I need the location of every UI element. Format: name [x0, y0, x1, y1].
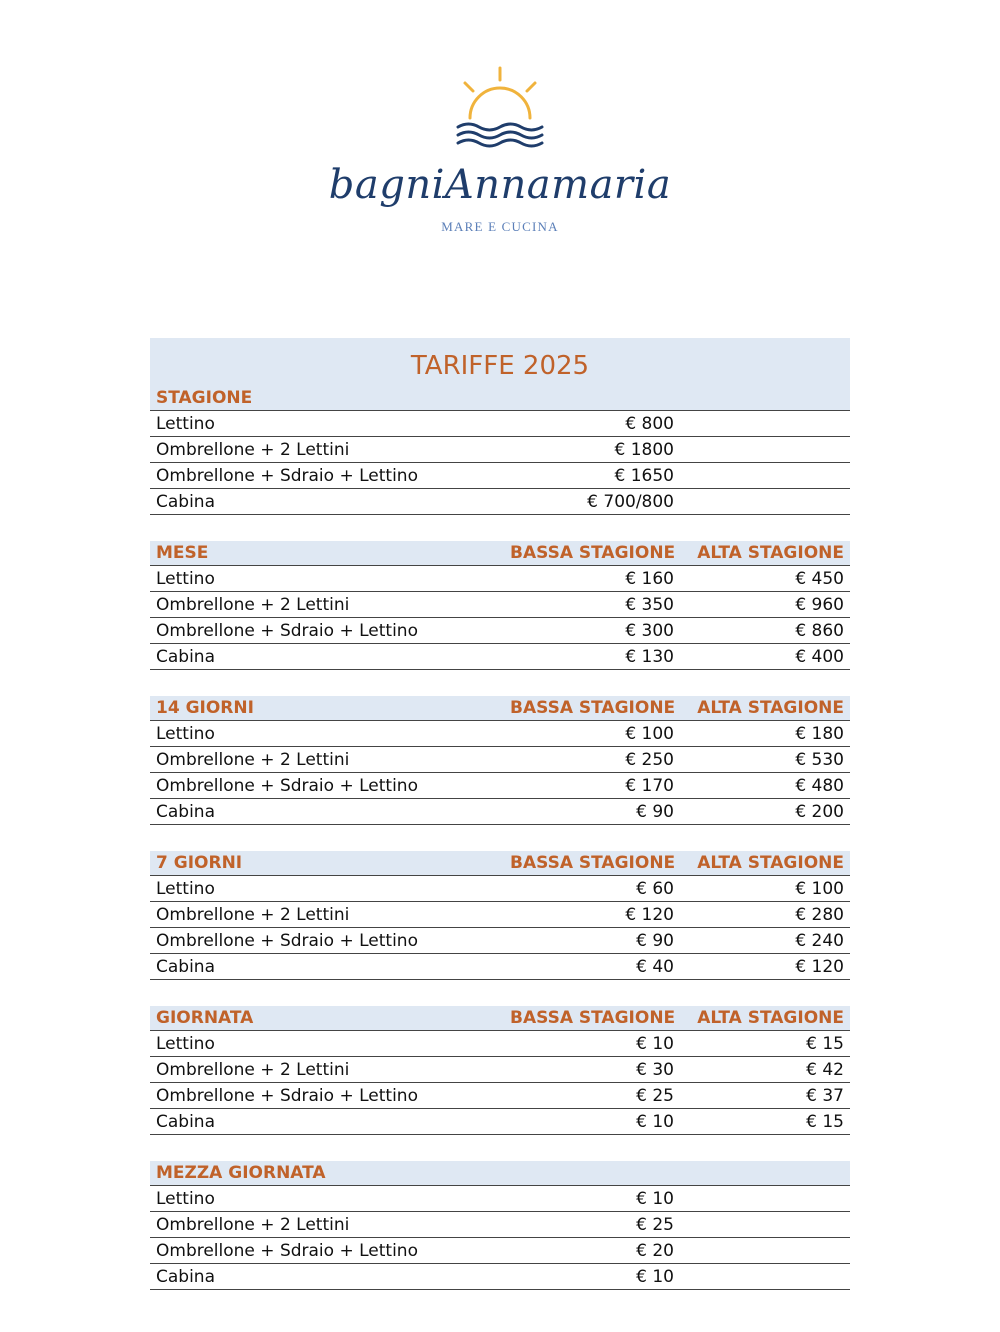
price-low: € 120: [625, 904, 674, 925]
price-row: [150, 411, 850, 437]
price-low: € 10: [636, 1188, 674, 1209]
price-high: € 400: [795, 646, 844, 667]
price-low: € 700/800: [587, 491, 674, 512]
price-row: [150, 876, 850, 902]
alta-stagione-header: ALTA STAGIONE: [697, 853, 844, 873]
item-label: Cabina: [156, 1111, 215, 1132]
price-section: [150, 386, 850, 515]
item-label: Ombrellone + 2 Lettini: [156, 1059, 350, 1080]
price-high: € 860: [795, 620, 844, 641]
price-low: € 350: [625, 594, 674, 615]
price-low: € 30: [636, 1059, 674, 1080]
item-label: Lettino: [156, 1188, 215, 1209]
alta-stagione-header: ALTA STAGIONE: [697, 543, 844, 563]
price-high: € 450: [795, 568, 844, 589]
section-header: [150, 541, 850, 566]
price-low: € 40: [636, 956, 674, 977]
brand-tagline: MARE E CUCINA: [441, 219, 559, 234]
brand-name: bagniAnnamaria: [328, 162, 672, 208]
bassa-stagione-header: BASSA STAGIONE: [510, 543, 676, 563]
price-row: [150, 489, 850, 515]
price-section: [150, 1161, 850, 1290]
price-row: [150, 566, 850, 592]
price-row: [150, 721, 850, 747]
section-header: [150, 1006, 850, 1031]
price-high: € 42: [806, 1059, 844, 1080]
price-low: € 130: [625, 646, 674, 667]
price-high: € 180: [795, 723, 844, 744]
price-row: [150, 902, 850, 928]
price-low: € 10: [636, 1111, 674, 1132]
price-high: € 15: [806, 1111, 844, 1132]
item-label: Ombrellone + 2 Lettini: [156, 749, 350, 770]
alta-stagione-header: ALTA STAGIONE: [697, 1008, 844, 1028]
price-low: € 160: [625, 568, 674, 589]
price-row: [150, 463, 850, 489]
section-name: MEZZA GIORNATA: [156, 1163, 326, 1183]
item-label: Cabina: [156, 646, 215, 667]
price-low: € 10: [636, 1266, 674, 1287]
item-label: Ombrellone + Sdraio + Lettino: [156, 1240, 418, 1261]
price-low: € 250: [625, 749, 674, 770]
price-row: [150, 592, 850, 618]
price-low: € 1800: [614, 439, 674, 460]
bassa-stagione-header: BASSA STAGIONE: [510, 698, 676, 718]
price-row: [150, 1031, 850, 1057]
price-high: € 240: [795, 930, 844, 951]
price-high: € 200: [795, 801, 844, 822]
price-low: € 25: [636, 1214, 674, 1235]
section-header: [150, 851, 850, 876]
price-high: € 960: [795, 594, 844, 615]
bassa-stagione-header: BASSA STAGIONE: [510, 853, 676, 873]
item-label: Lettino: [156, 568, 215, 589]
item-label: Lettino: [156, 1033, 215, 1054]
item-label: Ombrellone + Sdraio + Lettino: [156, 1085, 418, 1106]
price-high: € 37: [806, 1085, 844, 1106]
price-low: € 800: [625, 413, 674, 434]
section-header: [150, 696, 850, 721]
item-label: Ombrellone + Sdraio + Lettino: [156, 930, 418, 951]
section-header: [150, 1161, 850, 1186]
price-low: € 300: [625, 620, 674, 641]
page-title: TARIFFE 2025: [150, 338, 850, 386]
item-label: Lettino: [156, 413, 215, 434]
item-label: Ombrellone + 2 Lettini: [156, 1214, 350, 1235]
price-row: [150, 618, 850, 644]
price-section: [150, 851, 850, 980]
price-sections: [150, 386, 850, 1290]
section-name: MESE: [156, 543, 209, 563]
item-label: Ombrellone + Sdraio + Lettino: [156, 620, 418, 641]
price-section: [150, 696, 850, 825]
price-high: € 480: [795, 775, 844, 796]
section-name: GIORNATA: [156, 1008, 254, 1028]
item-label: Cabina: [156, 1266, 215, 1287]
price-row: [150, 1186, 850, 1212]
item-label: Ombrellone + Sdraio + Lettino: [156, 465, 418, 486]
logo: [0, 0, 1000, 260]
price-low: € 10: [636, 1033, 674, 1054]
item-label: Cabina: [156, 491, 215, 512]
price-row: [150, 1238, 850, 1264]
price-row: [150, 1057, 850, 1083]
price-high: € 280: [795, 904, 844, 925]
price-high: € 100: [795, 878, 844, 899]
price-low: € 25: [636, 1085, 674, 1106]
price-low: € 100: [625, 723, 674, 744]
price-sheet: [150, 338, 850, 1316]
price-low: € 60: [636, 878, 674, 899]
price-low: € 90: [636, 930, 674, 951]
price-high: € 15: [806, 1033, 844, 1054]
price-row: [150, 928, 850, 954]
bassa-stagione-header: BASSA STAGIONE: [510, 1008, 676, 1028]
sun-waves-icon: [0, 0, 1000, 160]
item-label: Cabina: [156, 801, 215, 822]
price-high: € 530: [795, 749, 844, 770]
item-label: Ombrellone + 2 Lettini: [156, 904, 350, 925]
price-row: [150, 437, 850, 463]
section-name: 14 GIORNI: [156, 698, 254, 718]
item-label: Lettino: [156, 878, 215, 899]
item-label: Ombrellone + Sdraio + Lettino: [156, 775, 418, 796]
item-label: Ombrellone + 2 Lettini: [156, 594, 350, 615]
price-row: [150, 1109, 850, 1135]
price-low: € 90: [636, 801, 674, 822]
section-header: [150, 386, 850, 411]
item-label: Ombrellone + 2 Lettini: [156, 439, 350, 460]
price-row: [150, 1264, 850, 1290]
price-row: [150, 1083, 850, 1109]
price-low: € 20: [636, 1240, 674, 1261]
section-name: STAGIONE: [156, 388, 253, 408]
item-label: Cabina: [156, 956, 215, 977]
price-row: [150, 773, 850, 799]
price-row: [150, 747, 850, 773]
price-section: [150, 1006, 850, 1135]
price-row: [150, 1212, 850, 1238]
price-row: [150, 799, 850, 825]
alta-stagione-header: ALTA STAGIONE: [697, 698, 844, 718]
price-high: € 120: [795, 956, 844, 977]
price-section: [150, 541, 850, 670]
price-row: [150, 644, 850, 670]
price-row: [150, 954, 850, 980]
section-name: 7 GIORNI: [156, 853, 243, 873]
price-low: € 1650: [614, 465, 674, 486]
price-low: € 170: [625, 775, 674, 796]
item-label: Lettino: [156, 723, 215, 744]
